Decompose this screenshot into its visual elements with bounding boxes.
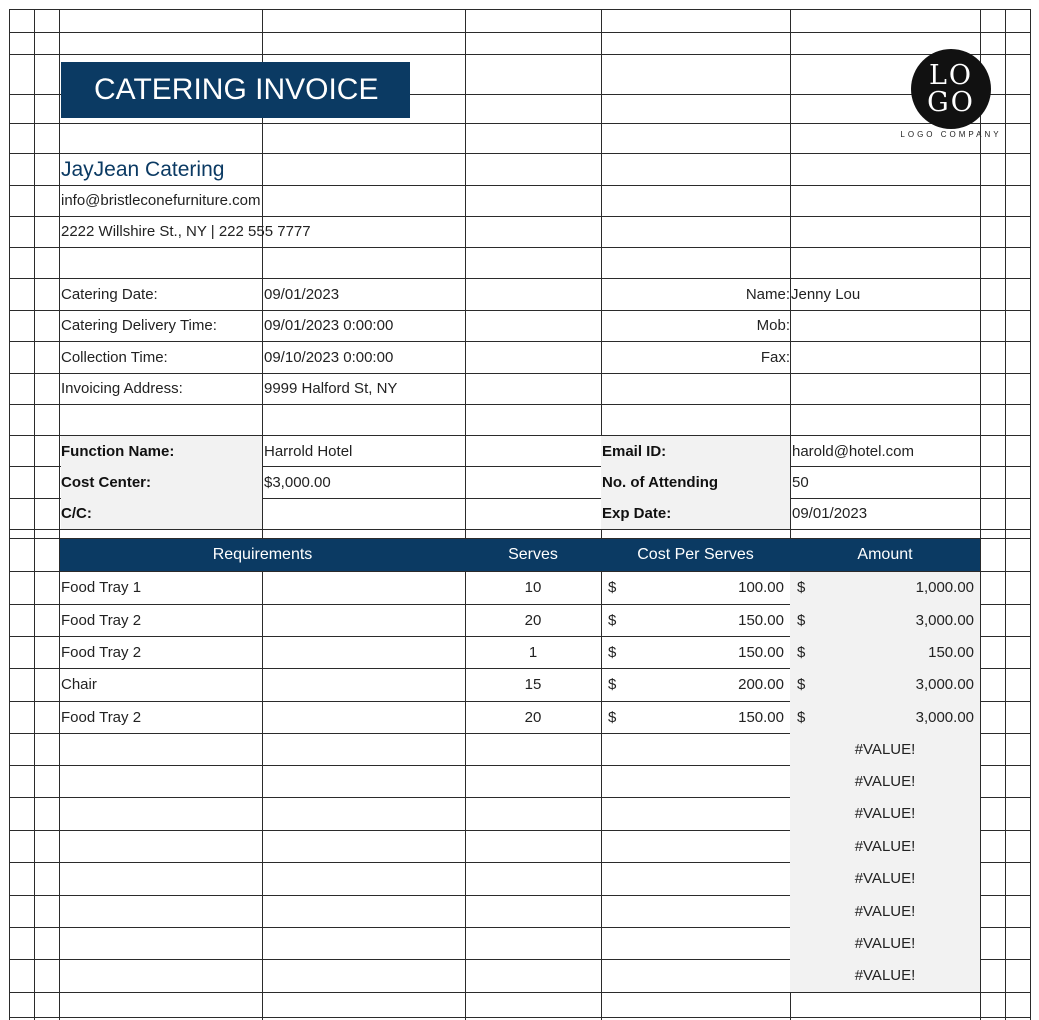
- row-amount-error: #VALUE!: [854, 804, 916, 822]
- catering-date-label: Catering Date:: [61, 286, 158, 303]
- row-amount: 3,000.00: [915, 611, 974, 629]
- exp-date-value[interactable]: 09/01/2023: [792, 505, 868, 522]
- row-amount-currency: $: [797, 578, 806, 596]
- company-logo: [911, 49, 991, 129]
- cost-center-label: Cost Center:: [61, 474, 152, 491]
- header-cost-per-serves: Cost Per Serves: [637, 546, 754, 563]
- row-cost-currency: $: [608, 611, 617, 629]
- row-amount: 1,000.00: [915, 578, 974, 596]
- delivery-time-value[interactable]: 09/01/2023 0:00:00: [264, 317, 394, 334]
- row-amount-error: #VALUE!: [854, 902, 916, 920]
- header-amount: Amount: [857, 546, 913, 563]
- row-requirement[interactable]: Food Tray 2: [61, 611, 142, 629]
- row-requirement[interactable]: Food Tray 2: [61, 708, 142, 726]
- row-amount-error: #VALUE!: [854, 772, 916, 790]
- company-address: 2222 Willshire St., NY | 222 555 7777: [61, 223, 311, 240]
- cost-center-value[interactable]: $3,000.00: [264, 474, 331, 491]
- row-amount-currency: $: [797, 643, 806, 661]
- delivery-time-label: Catering Delivery Time:: [61, 317, 217, 334]
- row-cost[interactable]: 200.00: [738, 675, 784, 693]
- invoice-title: CATERING INVOICE: [61, 62, 410, 118]
- row-cost[interactable]: 150.00: [738, 611, 784, 629]
- row-cost-currency: $: [608, 578, 617, 596]
- row-amount-error: #VALUE!: [854, 934, 916, 952]
- company-name: JayJean Catering: [61, 158, 225, 181]
- row-amount-error: #VALUE!: [854, 869, 916, 887]
- row-amount-currency: $: [797, 708, 806, 726]
- attending-value[interactable]: 50: [792, 474, 809, 491]
- function-name-value[interactable]: Harrold Hotel: [264, 443, 353, 460]
- row-requirement[interactable]: Food Tray 2: [61, 643, 142, 661]
- row-cost-currency: $: [608, 643, 617, 661]
- row-cost[interactable]: 100.00: [738, 578, 784, 596]
- name-label: Name:: [745, 286, 790, 303]
- name-value[interactable]: Jenny Lou: [791, 286, 861, 303]
- attending-label: No. of Attending: [602, 474, 719, 491]
- row-amount: 3,000.00: [915, 708, 974, 726]
- row-serves[interactable]: 15: [524, 675, 542, 693]
- row-serves[interactable]: 20: [524, 611, 542, 629]
- email-id-label: Email ID:: [602, 443, 667, 460]
- row-amount: 150.00: [928, 643, 974, 661]
- fax-label: Fax:: [760, 349, 790, 366]
- mob-label: Mob:: [756, 317, 790, 334]
- invoicing-address-label: Invoicing Address:: [61, 380, 183, 397]
- cc-label: C/C:: [61, 505, 92, 522]
- row-amount: 3,000.00: [915, 675, 974, 693]
- row-requirement[interactable]: Food Tray 1: [61, 578, 142, 596]
- row-amount-currency: $: [797, 611, 806, 629]
- row-amount-error: #VALUE!: [854, 837, 916, 855]
- company-email[interactable]: info@bristleconefurniture.com: [61, 192, 261, 209]
- row-serves[interactable]: 10: [524, 578, 542, 596]
- row-amount-error: #VALUE!: [854, 740, 916, 758]
- invoicing-address-value[interactable]: 9999 Halford St, NY: [264, 380, 398, 397]
- row-cost-currency: $: [608, 708, 617, 726]
- logo-text-top: LO: [928, 60, 974, 91]
- row-amount-currency: $: [797, 675, 806, 693]
- email-id-value[interactable]: harold@hotel.com: [792, 443, 914, 460]
- row-serves[interactable]: 20: [524, 708, 542, 726]
- collection-time-label: Collection Time:: [61, 349, 168, 366]
- logo-caption: LOGO COMPANY: [900, 130, 1002, 139]
- row-cost-currency: $: [608, 675, 617, 693]
- function-name-label: Function Name:: [61, 443, 175, 460]
- collection-time-value[interactable]: 09/10/2023 0:00:00: [264, 349, 394, 366]
- row-cost[interactable]: 150.00: [738, 708, 784, 726]
- row-amount-error: #VALUE!: [854, 966, 916, 984]
- row-requirement[interactable]: Chair: [61, 675, 97, 693]
- header-serves: Serves: [508, 546, 558, 563]
- row-cost[interactable]: 150.00: [738, 643, 784, 661]
- row-serves[interactable]: 1: [528, 643, 538, 661]
- exp-date-label: Exp Date:: [602, 505, 672, 522]
- header-requirements: Requirements: [212, 546, 313, 563]
- catering-date-value[interactable]: 09/01/2023: [264, 286, 340, 303]
- logo-text-bottom: GO: [927, 87, 975, 118]
